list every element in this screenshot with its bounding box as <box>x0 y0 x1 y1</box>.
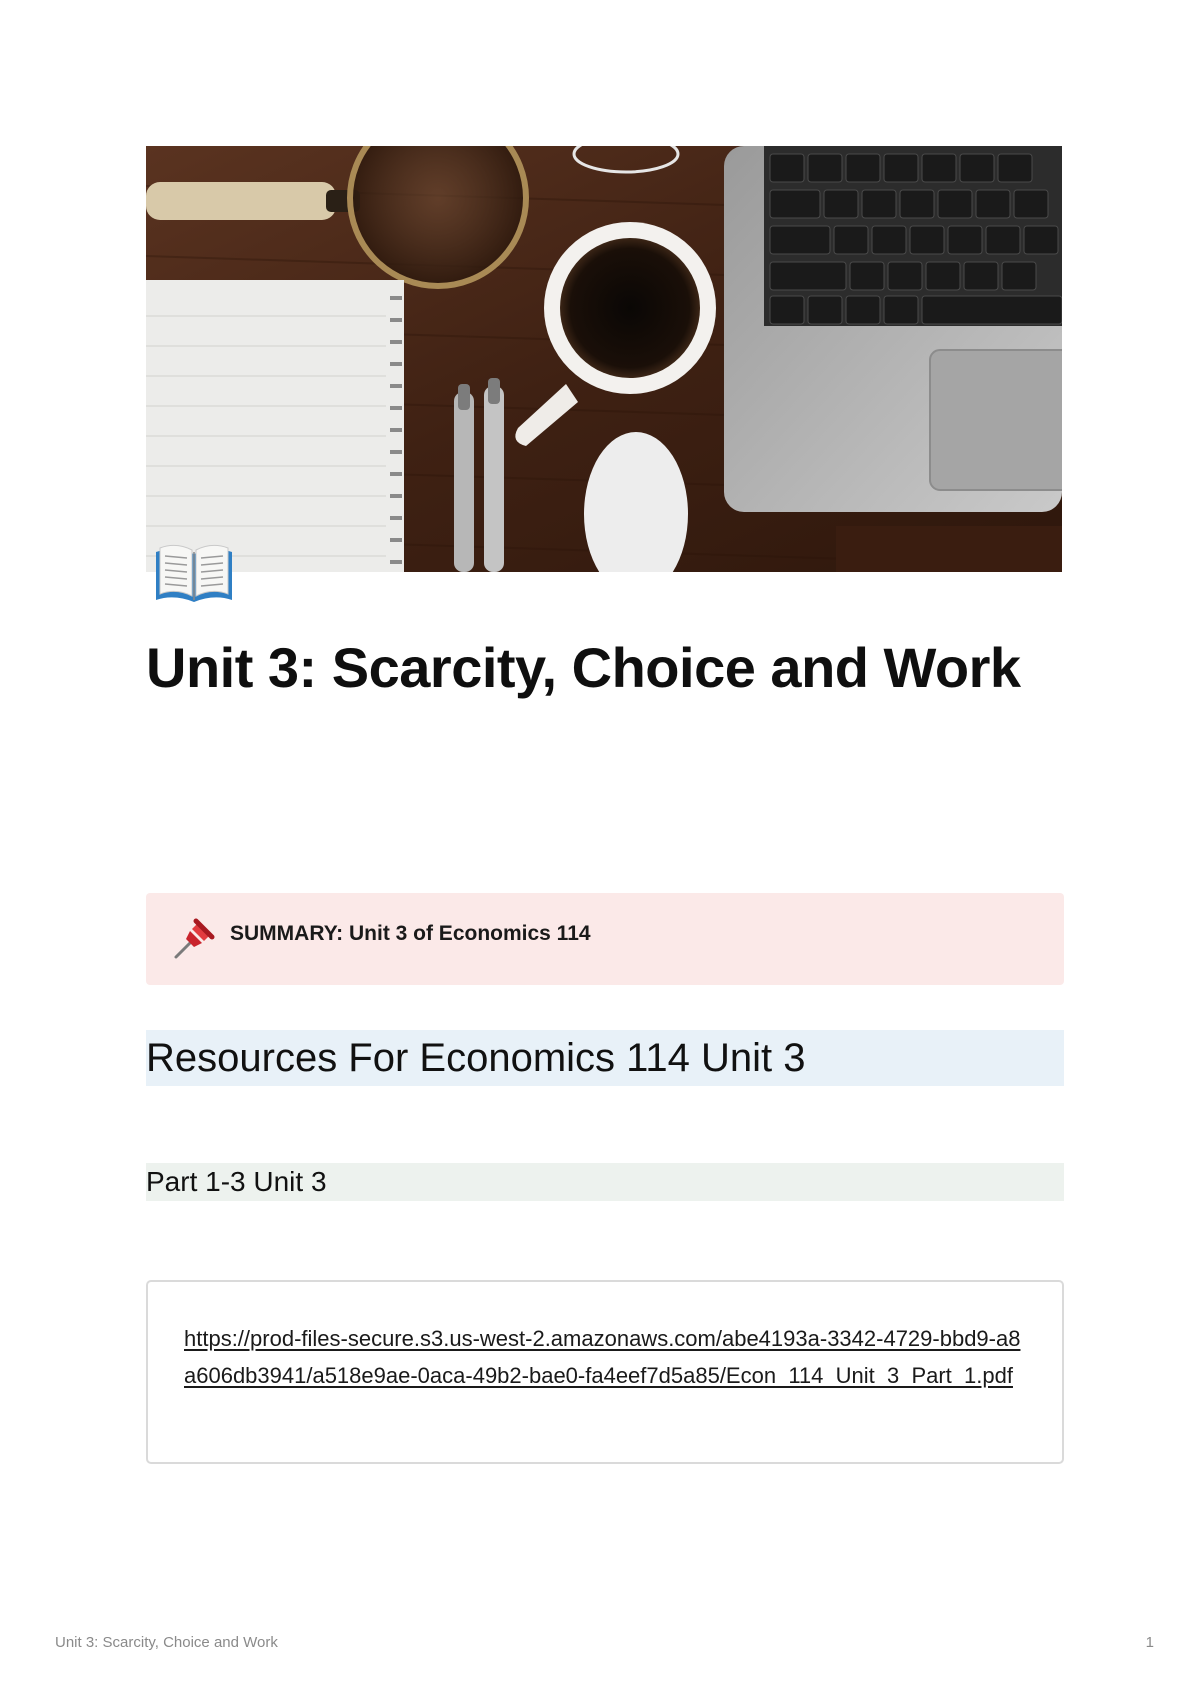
file-link-card <box>146 1280 1064 1464</box>
open-book-icon <box>152 540 236 608</box>
part-heading: Part 1-3 Unit 3 <box>146 1163 1064 1201</box>
resources-heading: Resources For Economics 114 Unit 3 <box>146 1030 1064 1086</box>
pushpin-icon <box>172 917 216 961</box>
summary-callout <box>146 893 1064 985</box>
file-link[interactable]: https://prod-files-secure.s3.us-west-2.amazonaws.com/abe4193a-3342-4729-bbd9-a8a606db3941/a518e9ae-0aca-49b2-bae0-fa4eef7d5a85/Econ_114_Unit_3_Part_1.pdf <box>184 1326 1021 1388</box>
footer-title: Unit 3: Scarcity, Choice and Work <box>55 1634 278 1651</box>
page-number: 1 <box>1145 1634 1154 1651</box>
cover-image <box>146 146 1062 572</box>
callout-text: SUMMARY: Unit 3 of Economics 114 <box>230 922 591 945</box>
page-title: Unit 3: Scarcity, Choice and Work <box>146 636 1021 699</box>
desk-flatlay-image <box>146 146 1062 572</box>
